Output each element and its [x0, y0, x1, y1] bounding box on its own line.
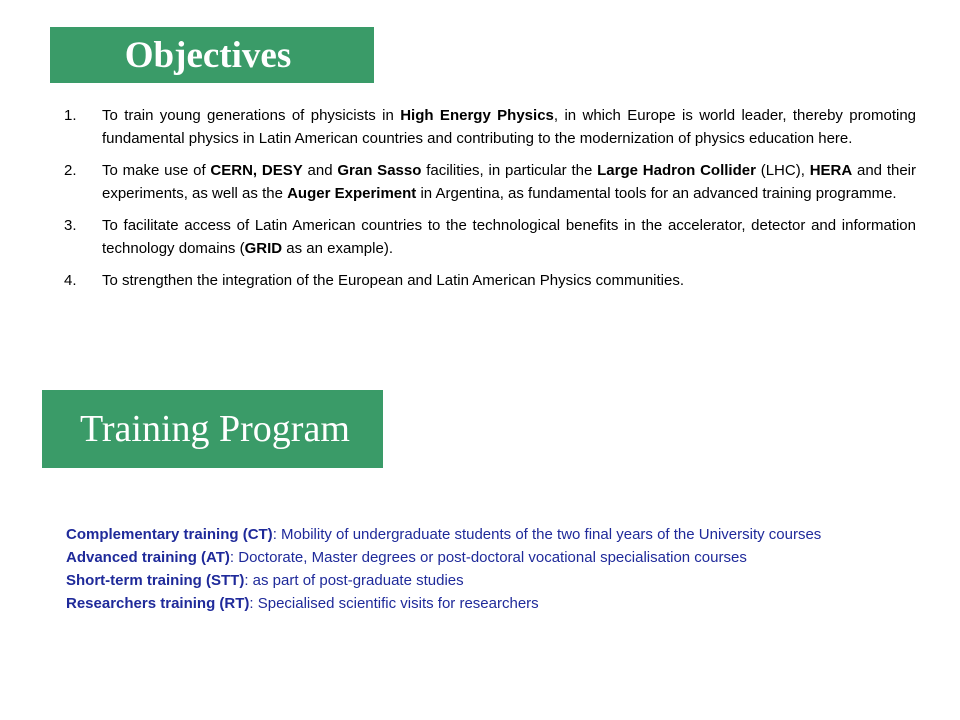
- objective-bold-text: Auger Experiment: [287, 185, 417, 202]
- objectives-title: Objectives: [124, 34, 292, 76]
- training-description: : Specialised scientific visits for researchers: [249, 595, 539, 612]
- objective-number: 4.: [64, 272, 77, 289]
- objective-text: To strengthen the integration of the European and Latin American Physics communities.: [102, 272, 685, 289]
- objective-text: To facilitate access of Latin American countries to the technological benefits in the accelerator, detector and information technology domains (: [102, 217, 916, 257]
- training-description: : Mobility of undergraduate students of the two final years of the University courses: [272, 526, 822, 543]
- objective-text: and their experiments, as well as the: [102, 162, 917, 202]
- objectives-list: [62, 104, 916, 301]
- objective-bold-text: CERN, DESY: [210, 162, 303, 179]
- training-label: Short-term training (STT): [66, 572, 245, 589]
- training-label: Complementary training (CT): [66, 526, 273, 543]
- objective-item: [62, 159, 916, 205]
- training-item: [66, 546, 925, 569]
- training-program-title: Training Program: [80, 408, 350, 450]
- training-list: [66, 523, 925, 615]
- objective-text: as an example).: [282, 240, 393, 257]
- objective-text: and: [302, 162, 338, 179]
- objective-text: , in which Europe is world leader, thereby promoting fundamental physics in Latin American countries and contributing to the modernization of physics education here.: [102, 107, 917, 147]
- objective-text: To make use of: [102, 162, 211, 179]
- objectives-banner: [50, 27, 374, 83]
- objective-number: 1.: [64, 107, 77, 124]
- training-label: Researchers training (RT): [66, 595, 250, 612]
- objective-text: facilities, in particular the: [421, 162, 598, 179]
- training-label: Advanced training (AT): [66, 549, 230, 566]
- objective-bold-text: High Energy Physics: [400, 107, 554, 124]
- objective-item: [62, 269, 916, 292]
- objective-bold-text: HERA: [809, 162, 853, 179]
- objective-bold-text: Large Hadron Collider: [597, 162, 756, 179]
- objective-text: To train young generations of physicists in: [102, 107, 401, 124]
- training-item: [66, 592, 925, 615]
- objective-item: [62, 214, 916, 260]
- training-description: : Doctorate, Master degrees or post-doctoral vocational specialisation courses: [229, 549, 747, 566]
- objective-number: 3.: [64, 217, 77, 234]
- objective-item: [62, 104, 916, 150]
- training-program-banner: [42, 390, 383, 468]
- training-item: [66, 523, 925, 546]
- objective-number: 2.: [64, 162, 77, 179]
- objective-bold-text: Gran Sasso: [337, 162, 422, 179]
- objective-bold-text: GRID: [244, 240, 283, 257]
- training-description: : as part of post-graduate studies: [244, 572, 464, 589]
- objective-text: (LHC),: [755, 162, 810, 179]
- training-item: [66, 569, 925, 592]
- objective-text: in Argentina, as fundamental tools for an advanced training programme.: [416, 185, 897, 202]
